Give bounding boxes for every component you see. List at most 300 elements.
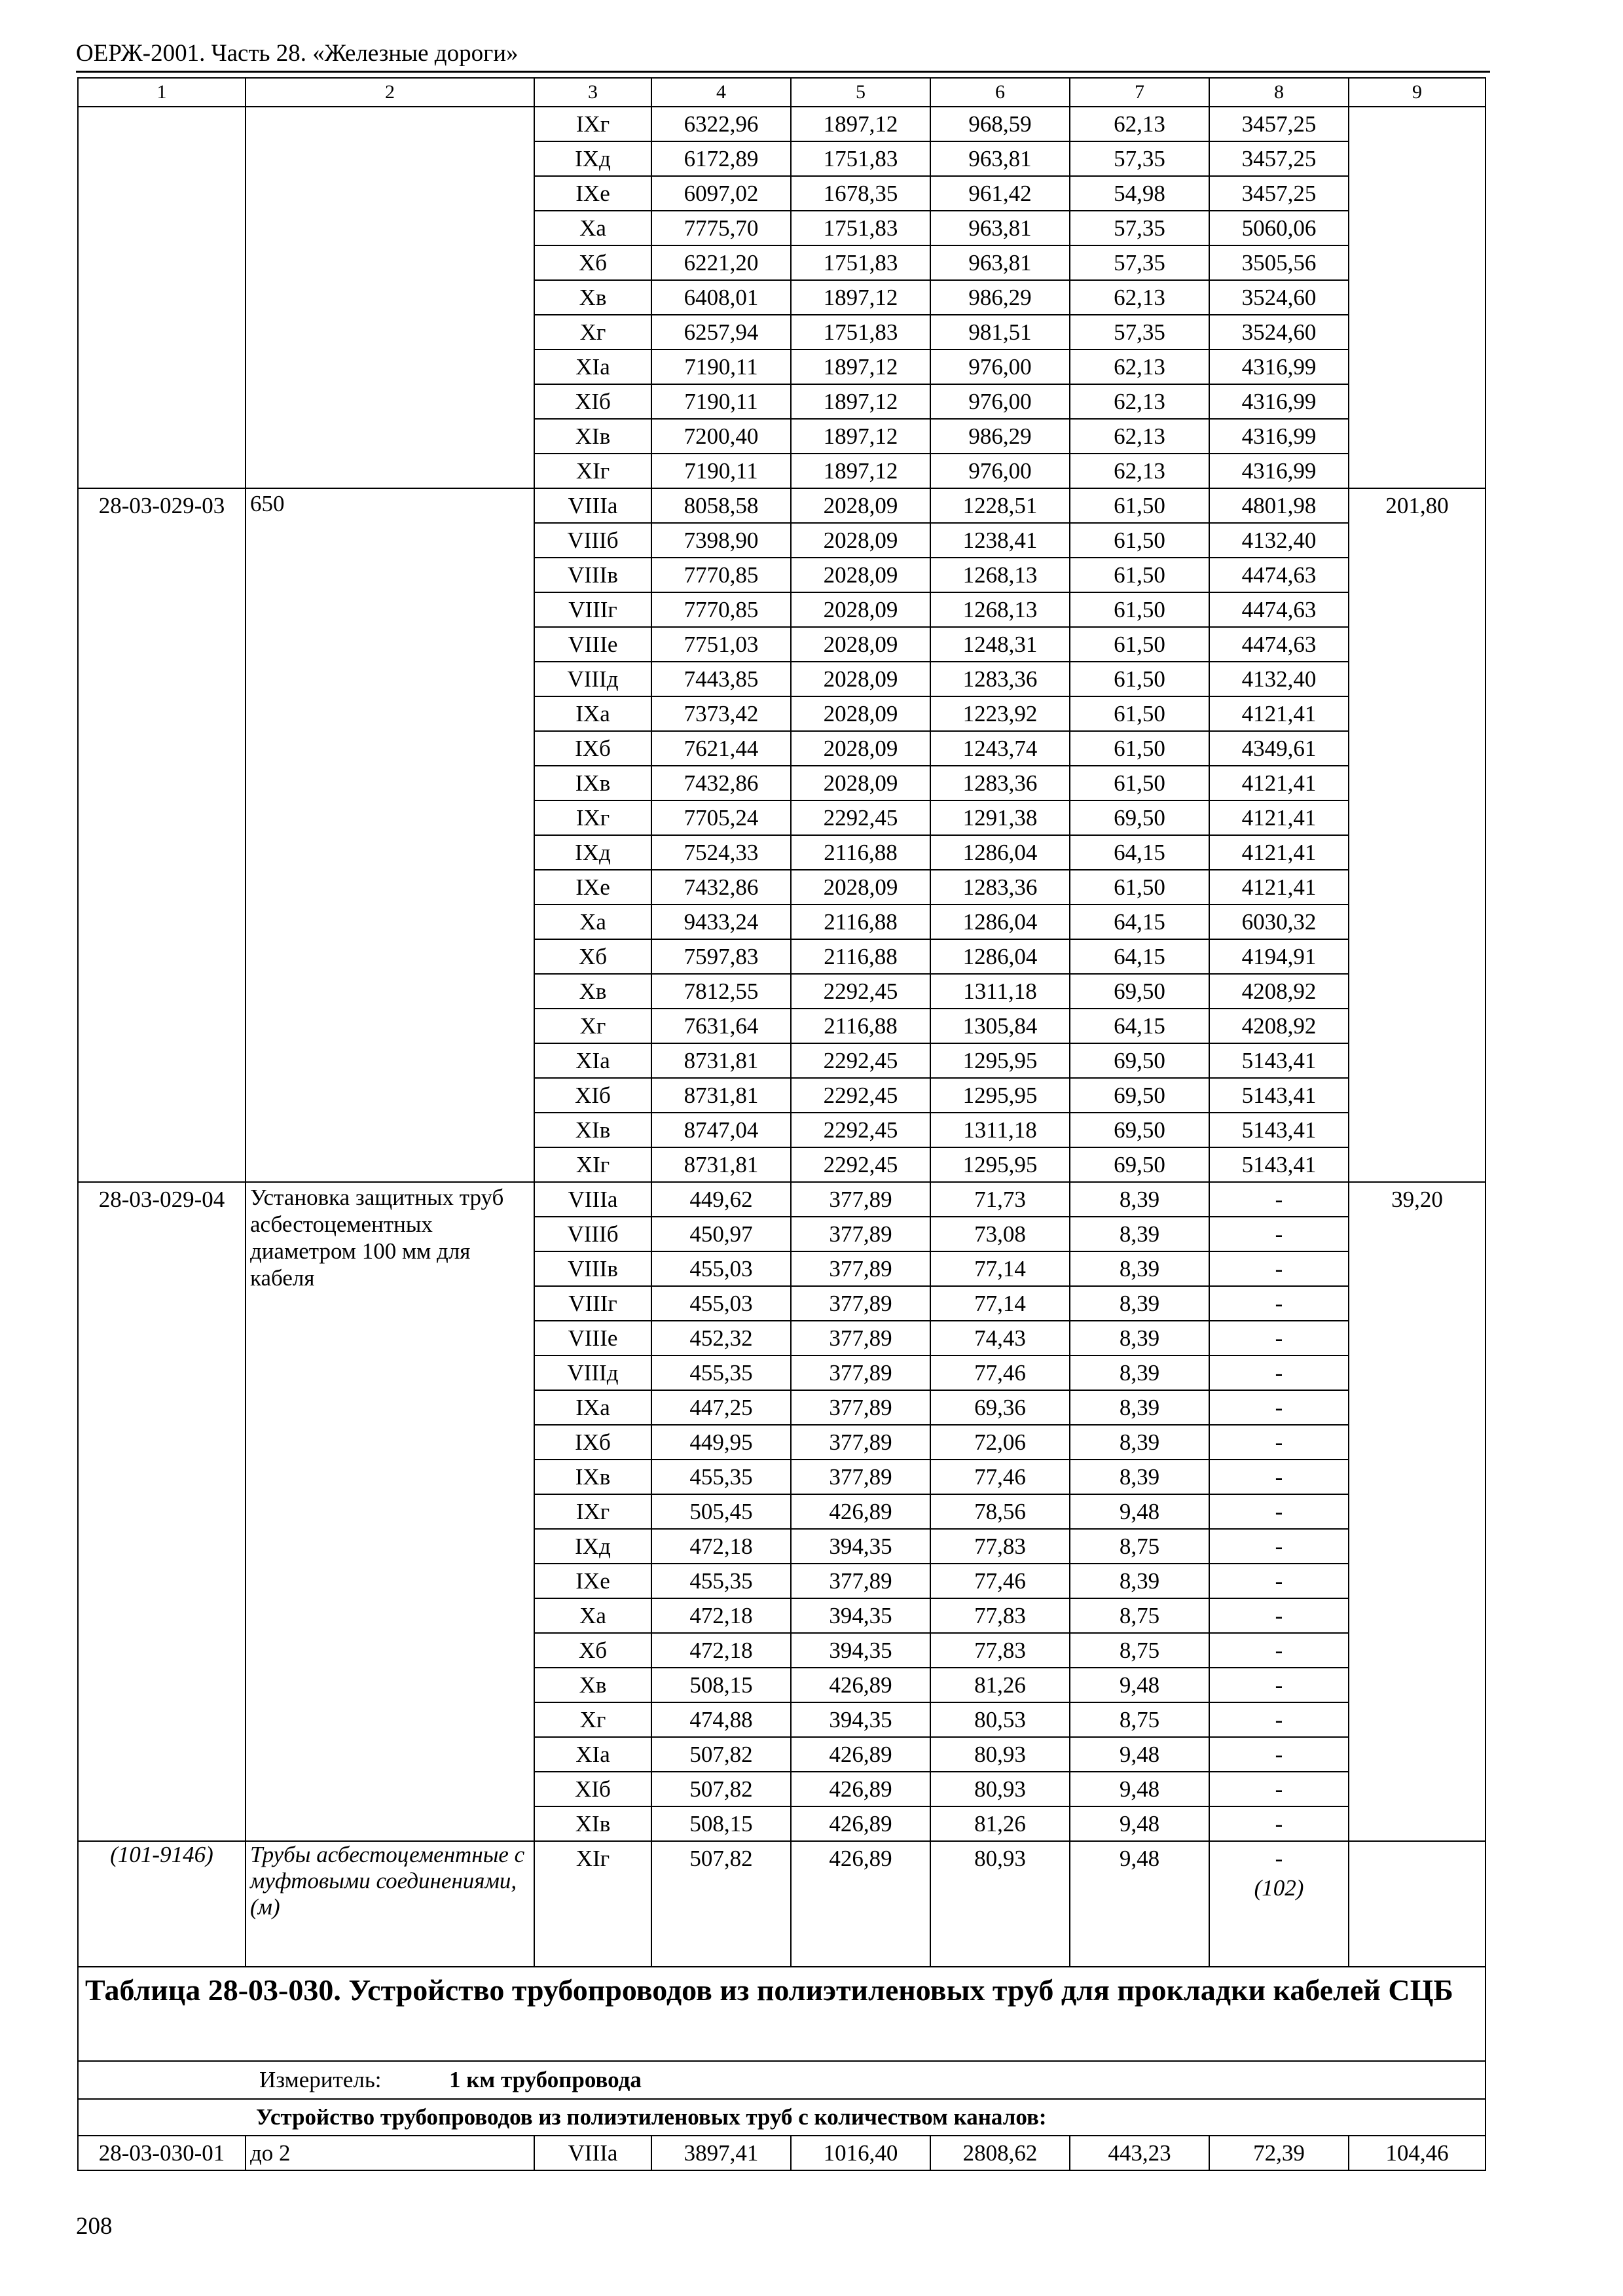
table-cell: IXа (534, 1390, 651, 1425)
table-cell: 2808,62 (930, 2136, 1070, 2170)
table-cell: 8,39 (1070, 1425, 1209, 1460)
table-cell: 57,35 (1070, 211, 1209, 245)
table-cell: VIIIг (534, 592, 651, 627)
table-cell: 8,39 (1070, 1355, 1209, 1390)
table-cell: 1238,41 (930, 523, 1070, 558)
table-cell: XIг (534, 454, 651, 488)
table-cell: 7373,42 (651, 696, 791, 731)
table-cell: IXе (534, 870, 651, 905)
table-cell: 2116,88 (791, 939, 930, 974)
table-cell: 7190,11 (651, 350, 791, 384)
table-cell: 5143,41 (1209, 1113, 1349, 1147)
table-cell: 2028,09 (791, 523, 930, 558)
table-cell: 61,50 (1070, 523, 1209, 558)
table-cell: 4208,92 (1209, 1009, 1349, 1043)
table-cell: 80,93 (930, 1772, 1070, 1806)
table-cell: 7775,70 (651, 211, 791, 245)
table-cell: 9433,24 (651, 905, 791, 939)
table-row (78, 1182, 1486, 1217)
table-cell: 426,89 (791, 1772, 930, 1806)
table-cell: XIб (534, 384, 651, 419)
table-cell: 472,18 (651, 1633, 791, 1668)
table-cell: 377,89 (791, 1390, 930, 1425)
table-cell: 1295,95 (930, 1078, 1070, 1113)
table-cell: 5060,06 (1209, 211, 1349, 245)
table-cell: Xб (534, 1633, 651, 1668)
table-cell: Xа (534, 211, 651, 245)
table-cell: 6030,32 (1209, 905, 1349, 939)
table-cell: 1751,83 (791, 141, 930, 176)
table-cell: 3457,25 (1209, 141, 1349, 176)
table-cell: 1311,18 (930, 1113, 1070, 1147)
table-cell: 3524,60 (1209, 315, 1349, 350)
table-cell: 61,50 (1070, 627, 1209, 662)
table-cell: XIг (534, 1147, 651, 1182)
table-cell: 61,50 (1070, 731, 1209, 766)
measure-row (78, 2061, 1486, 2099)
table-cell: 4316,99 (1209, 419, 1349, 454)
table-cell: - (1209, 1425, 1349, 1460)
table-cell: 508,15 (651, 1668, 791, 1702)
table-cell: 8,75 (1070, 1633, 1209, 1668)
page-number: 208 (76, 2213, 113, 2240)
table-cell: 426,89 (791, 1806, 930, 1841)
table-cell: Xг (534, 315, 651, 350)
table-cell: 7770,85 (651, 558, 791, 592)
table-cell: 2028,09 (791, 558, 930, 592)
table-cell: 976,00 (930, 384, 1070, 419)
table-cell: - (1209, 1460, 1349, 1494)
table-cell: 72,06 (930, 1425, 1070, 1460)
table-cell: 3457,25 (1209, 176, 1349, 211)
table-cell: 3505,56 (1209, 245, 1349, 280)
table-cell: Xв (534, 974, 651, 1009)
table-cell: XIв (534, 419, 651, 454)
table-cell: IXд (534, 835, 651, 870)
table-cell: 61,50 (1070, 592, 1209, 627)
rates-table-container (77, 77, 1486, 2171)
table-cell: 4474,63 (1209, 627, 1349, 662)
table-cell: 963,81 (930, 245, 1070, 280)
table-cell: 28-03-030-01 (78, 2136, 246, 2170)
table-cell: 986,29 (930, 280, 1070, 315)
measure-value: 1 км трубопровода (449, 2067, 642, 2092)
table-cell: 77,83 (930, 1598, 1070, 1633)
table-cell: 4316,99 (1209, 454, 1349, 488)
table-cell: 449,62 (651, 1182, 791, 1217)
table-cell: - (1209, 1286, 1349, 1321)
table-cell: 426,89 (791, 1737, 930, 1772)
table-cell: 2292,45 (791, 800, 930, 835)
table-cell: до 2 (246, 2136, 534, 2170)
table-cell: 1897,12 (791, 384, 930, 419)
table-cell: 69,50 (1070, 1147, 1209, 1182)
table-cell: 9,48 (1070, 1668, 1209, 1702)
table-row (78, 107, 1486, 141)
table-cell: 1897,12 (791, 107, 930, 141)
table-cell: 426,89 (791, 1668, 930, 1702)
table-cell: 77,83 (930, 1633, 1070, 1668)
table-cell: 474,88 (651, 1702, 791, 1737)
col9-cell (1349, 1841, 1486, 1967)
table-cell: 62,13 (1070, 454, 1209, 488)
table-cell: 2292,45 (791, 974, 930, 1009)
table-cell: 4316,99 (1209, 350, 1349, 384)
table-cell: 62,13 (1070, 107, 1209, 141)
table-cell: 3897,41 (651, 2136, 791, 2170)
table-cell: - (1209, 1494, 1349, 1529)
table-cell: VIIIа (534, 1182, 651, 1217)
table-cell-value: - (1275, 1846, 1283, 1871)
table-cell: 6322,96 (651, 107, 791, 141)
table-cell: 80,93 (930, 1737, 1070, 1772)
table-cell: 1268,13 (930, 558, 1070, 592)
table-cell: IXб (534, 1425, 651, 1460)
table-cell: 1678,35 (791, 176, 930, 211)
table-cell: 4316,99 (1209, 384, 1349, 419)
table-cell: 4121,41 (1209, 766, 1349, 800)
table-cell: 4474,63 (1209, 558, 1349, 592)
table-cell: 394,35 (791, 1529, 930, 1564)
table-cell: - (1209, 1806, 1349, 1841)
table-cell: 1305,84 (930, 1009, 1070, 1043)
table-cell: 57,35 (1070, 245, 1209, 280)
table-cell: 4801,98 (1209, 488, 1349, 523)
code-cell (78, 107, 246, 488)
table-cell: 69,50 (1070, 800, 1209, 835)
table-title-row (78, 1967, 1486, 2061)
table-cell: 9,48 (1070, 1737, 1209, 1772)
table-cell: 6097,02 (651, 176, 791, 211)
table-cell: 80,93 (930, 1841, 1070, 1967)
table-cell: - (1209, 1737, 1349, 1772)
col-num: 8 (1209, 78, 1349, 107)
table-cell: IXв (534, 766, 651, 800)
table-cell: 976,00 (930, 454, 1070, 488)
table-cell: 8,39 (1070, 1251, 1209, 1286)
name-cell: Установка защитных труб асбестоцементных диаметром 100 мм для кабеля (246, 1182, 534, 1841)
table-cell: 7524,33 (651, 835, 791, 870)
table-cell: 426,89 (791, 1494, 930, 1529)
table-cell: 9,48 (1070, 1494, 1209, 1529)
table-cell: 61,50 (1070, 558, 1209, 592)
table-cell: 8731,81 (651, 1078, 791, 1113)
page-header: ОЕРЖ-2001. Часть 28. «Железные дороги» (76, 40, 519, 67)
table-cell: 4474,63 (1209, 592, 1349, 627)
table-cell: 2028,09 (791, 870, 930, 905)
table-cell: IXе (534, 176, 651, 211)
table-cell: 377,89 (791, 1182, 930, 1217)
table-cell: 1283,36 (930, 766, 1070, 800)
table-cell: XIа (534, 350, 651, 384)
table-cell: 61,50 (1070, 488, 1209, 523)
table-cell: 1291,38 (930, 800, 1070, 835)
table-cell: 62,13 (1070, 384, 1209, 419)
table-cell: 73,08 (930, 1217, 1070, 1251)
table-cell: 69,50 (1070, 1113, 1209, 1147)
table-cell: 2028,09 (791, 627, 930, 662)
col9-cell (1349, 107, 1486, 488)
table-cell: XIа (534, 1043, 651, 1078)
table-cell: VIIIд (534, 1355, 651, 1390)
table-cell: 394,35 (791, 1598, 930, 1633)
subheader-cell (78, 2099, 1486, 2136)
table-cell: - (1209, 1390, 1349, 1425)
table-cell: Xа (534, 1598, 651, 1633)
table-cell: 2028,09 (791, 766, 930, 800)
table-cell: 2292,45 (791, 1113, 930, 1147)
table-cell: 8731,81 (651, 1147, 791, 1182)
table-cell: 1243,74 (930, 731, 1070, 766)
table-cell: 1268,13 (930, 592, 1070, 627)
table-cell: 64,15 (1070, 835, 1209, 870)
table-cell: 2292,45 (791, 1043, 930, 1078)
table-cell: IXа (534, 696, 651, 731)
table-cell: 2292,45 (791, 1147, 930, 1182)
table-cell: 963,81 (930, 211, 1070, 245)
table-cell: 394,35 (791, 1702, 930, 1737)
table-cell: Xб (534, 245, 651, 280)
table-cell: 472,18 (651, 1598, 791, 1633)
table-cell: 5143,41 (1209, 1078, 1349, 1113)
table-cell: 9,48 (1070, 1772, 1209, 1806)
table-cell: VIIIд (534, 662, 651, 696)
table-cell: 472,18 (651, 1529, 791, 1564)
table-cell: 377,89 (791, 1251, 930, 1286)
table-cell: 1286,04 (930, 905, 1070, 939)
table-cell: VIIIб (534, 523, 651, 558)
table-cell: 449,95 (651, 1425, 791, 1460)
table-cell: 377,89 (791, 1425, 930, 1460)
table-cell: 377,89 (791, 1217, 930, 1251)
table-cell: 986,29 (930, 419, 1070, 454)
table-cell: 5143,41 (1209, 1043, 1349, 1078)
table-cell: 1286,04 (930, 939, 1070, 974)
material-ref: (102) (1254, 1875, 1304, 1901)
table-cell: 4194,91 (1209, 939, 1349, 974)
table-cell: 4132,40 (1209, 662, 1349, 696)
table-cell: 1248,31 (930, 627, 1070, 662)
table-cell: 976,00 (930, 350, 1070, 384)
table-cell: 452,32 (651, 1321, 791, 1355)
table-cell: 4121,41 (1209, 870, 1349, 905)
name-cell (246, 107, 534, 488)
table-cell: Xа (534, 905, 651, 939)
table-cell: 507,82 (651, 1737, 791, 1772)
table-cell: IXв (534, 1460, 651, 1494)
table-cell: 1897,12 (791, 419, 930, 454)
table-cell: Xг (534, 1702, 651, 1737)
table-cell: 377,89 (791, 1286, 930, 1321)
table-cell: VIIIа (534, 488, 651, 523)
table-cell: 963,81 (930, 141, 1070, 176)
table-cell: 6172,89 (651, 141, 791, 176)
subheader-row (78, 2099, 1486, 2136)
table-cell: 1295,95 (930, 1043, 1070, 1078)
table-cell: 8,39 (1070, 1321, 1209, 1355)
table-cell: 981,51 (930, 315, 1070, 350)
table-cell: 8058,58 (651, 488, 791, 523)
table-cell: - (1209, 1633, 1349, 1668)
table-cell: 8,39 (1070, 1460, 1209, 1494)
table-cell: 968,59 (930, 107, 1070, 141)
table-cell: 1897,12 (791, 280, 930, 315)
table-cell: 394,35 (791, 1633, 930, 1668)
table-cell: 77,46 (930, 1355, 1070, 1390)
table-cell: 455,35 (651, 1564, 791, 1598)
table-cell: 6221,20 (651, 245, 791, 280)
table-cell: XIв (534, 1113, 651, 1147)
table-cell: 7621,44 (651, 731, 791, 766)
col-num: 6 (930, 78, 1070, 107)
table-cell (1209, 1841, 1349, 1967)
table-cell: 1751,83 (791, 211, 930, 245)
table-cell: 62,13 (1070, 350, 1209, 384)
table-cell: 7432,86 (651, 766, 791, 800)
table-cell: 64,15 (1070, 1009, 1209, 1043)
table-cell: 2116,88 (791, 905, 930, 939)
table-cell: 1897,12 (791, 454, 930, 488)
table-cell: 9,48 (1070, 1841, 1209, 1967)
table-cell: 961,42 (930, 176, 1070, 211)
table-cell: 1897,12 (791, 350, 930, 384)
name-cell: 650 (246, 488, 534, 1182)
table-cell: 455,03 (651, 1286, 791, 1321)
table-cell: 6408,01 (651, 280, 791, 315)
table-cell: 8,39 (1070, 1217, 1209, 1251)
table-cell: 78,56 (930, 1494, 1070, 1529)
table-cell: 1228,51 (930, 488, 1070, 523)
col-num: 4 (651, 78, 791, 107)
table-cell: - (1209, 1772, 1349, 1806)
table-cell: 3524,60 (1209, 280, 1349, 315)
table-cell: 77,14 (930, 1251, 1070, 1286)
table-cell: 1283,36 (930, 662, 1070, 696)
table-cell: 7432,86 (651, 870, 791, 905)
col-num: 3 (534, 78, 651, 107)
table-cell: 4208,92 (1209, 974, 1349, 1009)
table-cell: IXб (534, 731, 651, 766)
table-cell: 2028,09 (791, 662, 930, 696)
table-cell: 1311,18 (930, 974, 1070, 1009)
table-cell: 7190,11 (651, 454, 791, 488)
table-cell: 450,97 (651, 1217, 791, 1251)
table-cell: 1286,04 (930, 835, 1070, 870)
table-row (78, 2136, 1486, 2170)
table-cell: - (1209, 1321, 1349, 1355)
table-cell: 1751,83 (791, 315, 930, 350)
table-cell: Xв (534, 1668, 651, 1702)
rates-table-body (78, 78, 1486, 2170)
table-cell: 81,26 (930, 1668, 1070, 1702)
table-cell: 455,35 (651, 1460, 791, 1494)
table-cell: 2028,09 (791, 488, 930, 523)
table-cell: 4121,41 (1209, 835, 1349, 870)
table-cell: 455,03 (651, 1251, 791, 1286)
table-cell: Xг (534, 1009, 651, 1043)
table-cell: 7631,64 (651, 1009, 791, 1043)
table-cell: IXг (534, 800, 651, 835)
table-cell: 77,83 (930, 1529, 1070, 1564)
table-cell: 447,25 (651, 1390, 791, 1425)
col9-cell: 39,20 (1349, 1182, 1486, 1841)
material-name: Трубы асбестоцементные с муфтовыми соединениями, (м) (246, 1841, 534, 1967)
table-cell: 77,46 (930, 1564, 1070, 1598)
table-cell: - (1209, 1251, 1349, 1286)
table-cell: IXг (534, 1494, 651, 1529)
table-cell: 57,35 (1070, 315, 1209, 350)
col-num: 5 (791, 78, 930, 107)
table-cell: 4121,41 (1209, 696, 1349, 731)
table-cell: - (1209, 1668, 1349, 1702)
col9-cell: 201,80 (1349, 488, 1486, 1182)
table-cell: 61,50 (1070, 766, 1209, 800)
table-cell: 8,75 (1070, 1529, 1209, 1564)
table-cell: 69,50 (1070, 1078, 1209, 1113)
table-cell: 6257,94 (651, 315, 791, 350)
table-cell: 62,13 (1070, 419, 1209, 454)
col-num: 1 (78, 78, 246, 107)
table-cell: - (1209, 1182, 1349, 1217)
table-cell: 4121,41 (1209, 800, 1349, 835)
table-cell: 7200,40 (651, 419, 791, 454)
table-cell: 4349,61 (1209, 731, 1349, 766)
table-cell: - (1209, 1598, 1349, 1633)
table-cell: IXе (534, 1564, 651, 1598)
material-code: (101-9146) (78, 1841, 246, 1967)
table-cell: 377,89 (791, 1564, 930, 1598)
table-cell: XIг (534, 1841, 651, 1967)
table-cell: 8,39 (1070, 1564, 1209, 1598)
table-cell: 69,36 (930, 1390, 1070, 1425)
table-cell: VIIIв (534, 1251, 651, 1286)
table-cell: - (1209, 1529, 1349, 1564)
table-cell: 377,89 (791, 1460, 930, 1494)
table-cell: IXд (534, 141, 651, 176)
table-cell: VIIIг (534, 1286, 651, 1321)
table-cell: 1751,83 (791, 245, 930, 280)
table-cell: 507,82 (651, 1841, 791, 1967)
col-num: 9 (1349, 78, 1486, 107)
col-num: 7 (1070, 78, 1209, 107)
table-cell: 1295,95 (930, 1147, 1070, 1182)
table-cell: 7751,03 (651, 627, 791, 662)
header-rule (76, 71, 1490, 73)
table-cell: 5143,41 (1209, 1147, 1349, 1182)
table-cell: 426,89 (791, 1841, 930, 1967)
table-cell: 74,43 (930, 1321, 1070, 1355)
table-cell: 81,26 (930, 1806, 1070, 1841)
table-cell: 2116,88 (791, 1009, 930, 1043)
table-cell: VIIIе (534, 627, 651, 662)
table-cell: 54,98 (1070, 176, 1209, 211)
col-num: 2 (246, 78, 534, 107)
table-cell: 2292,45 (791, 1078, 930, 1113)
table-cell: 77,14 (930, 1286, 1070, 1321)
code-cell: 28-03-029-03 (78, 488, 246, 1182)
table-cell: 7398,90 (651, 523, 791, 558)
table-cell: - (1209, 1564, 1349, 1598)
table-title: Таблица 28-03-030. Устройство трубопроводов из полиэтиленовых труб для прокладки кабелей СЦБ (78, 1967, 1486, 2061)
column-number-row (78, 78, 1486, 107)
table-cell: IXд (534, 1529, 651, 1564)
table-cell: 2028,09 (791, 592, 930, 627)
table-cell: XIб (534, 1772, 651, 1806)
table-cell: 7190,11 (651, 384, 791, 419)
table-cell: 7770,85 (651, 592, 791, 627)
table-cell: 57,35 (1070, 141, 1209, 176)
table-cell: 8747,04 (651, 1113, 791, 1147)
